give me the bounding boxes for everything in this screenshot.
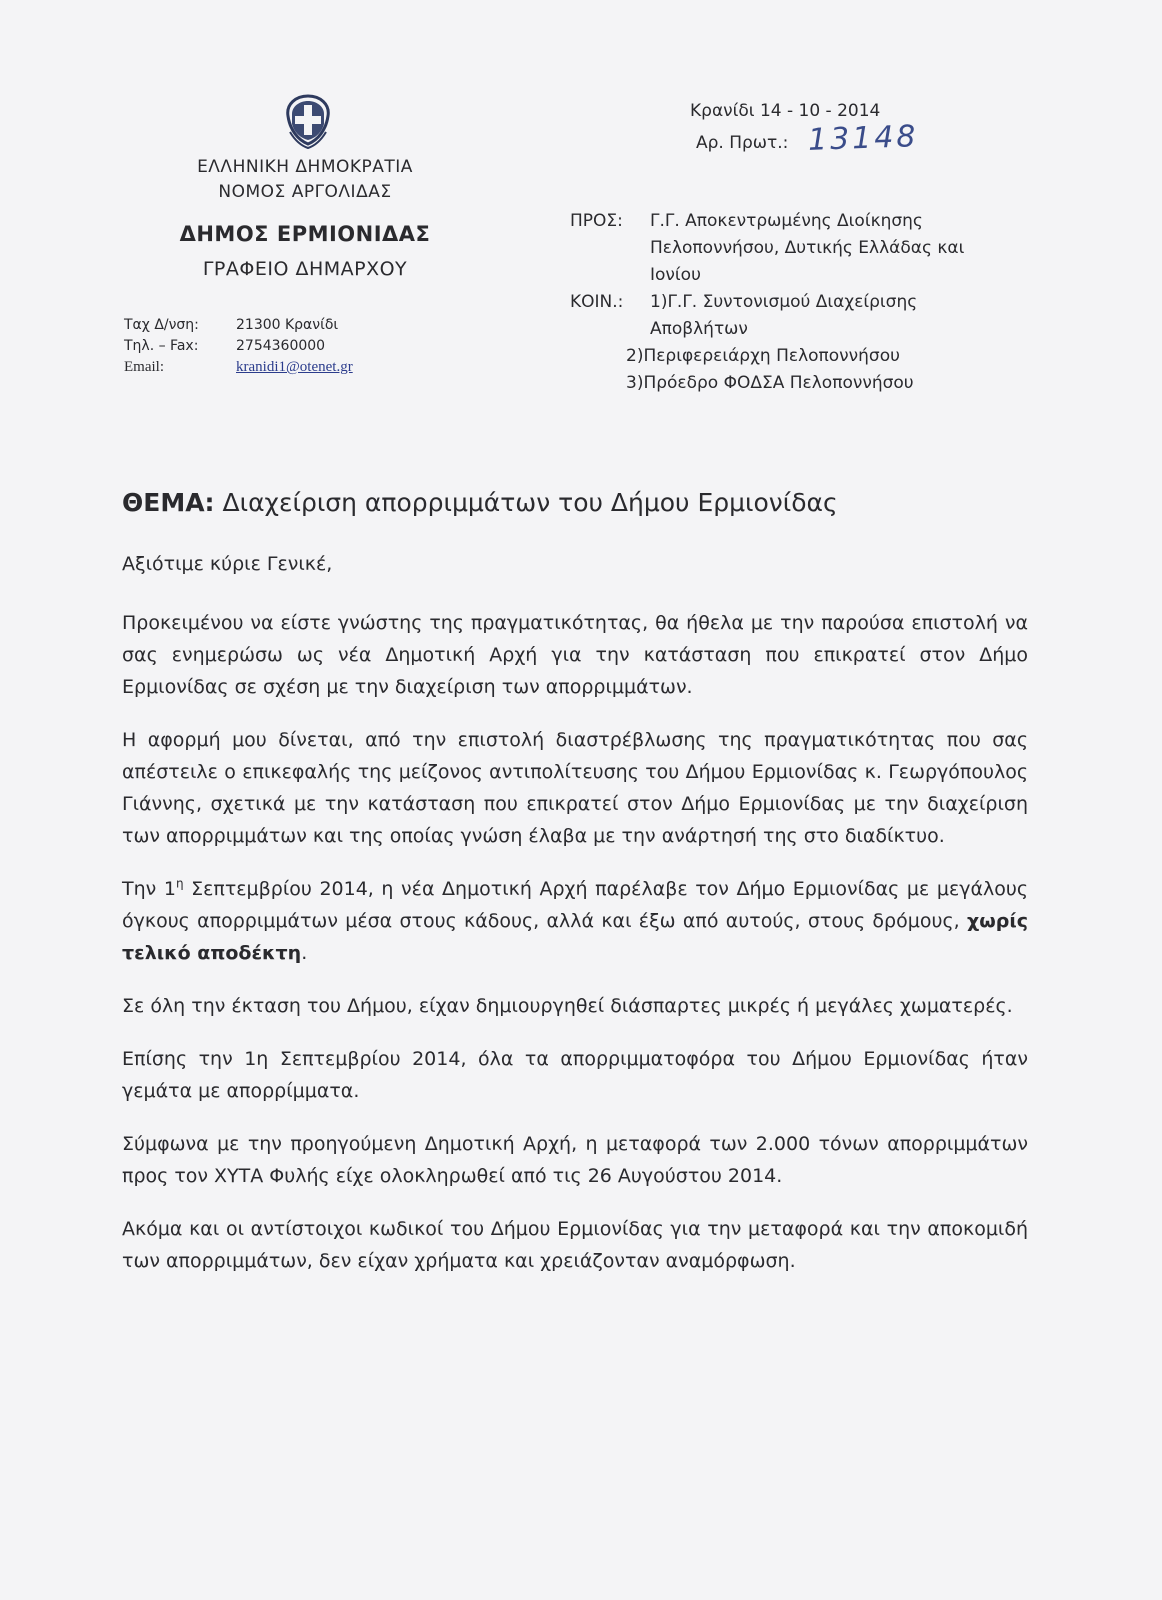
paragraph: Σε όλη την έκταση του Δήμου, είχαν δημιουργηθεί διάσπαρτες μικρές ή μεγάλες χωματερές. (122, 995, 1013, 1017)
protocol-label: Αρ. Πρωτ.: (696, 133, 789, 153)
letter-body (122, 548, 1028, 1298)
subject-text: Διαχείριση απορριμμάτων του Δήμου Ερμιονίδας (214, 488, 838, 517)
cc-line: 3)Πρόεδρο ΦΟΔΣΑ Πελοποννήσου (626, 373, 914, 393)
paragraph: Την $1^\eta$ Σεπτεμβρίου 2014, η νέα Δημοτική Αρχή παρέλαβε τον Δήμο Ερμιονίδας με μεγάλους όγκους απορριμμάτων μέσα στους κάδους, αλλά και έξω από αυτούς, στους δρόμους, χωρίς τελικό αποδέκτη. (122, 876, 1029, 964)
cc-line: 2)Περιφερειάρχη Πελοποννήσου (626, 346, 900, 366)
bold-phrase: χωρίς τελικό αποδέκτη (122, 910, 1028, 964)
date-protocol-block (690, 98, 919, 157)
ordinal-superscript: η (175, 876, 184, 891)
address-value: 21300 Κρανίδι (236, 317, 339, 333)
office-name: ΓΡΑΦΕΙΟ ΔΗΜΑΡΧΟΥ (202, 258, 408, 280)
date-line: Κρανίδι 14 - 10 - 2014 (690, 101, 881, 121)
salutation: Αξιότιμε κύριε Γενικέ, (122, 553, 333, 575)
email-link[interactable]: kranidi1@otenet.gr (236, 359, 353, 375)
to-line: Γ.Γ. Αποκεντρωμένης Διοίκησης (650, 211, 923, 231)
cc-line: 1)Γ.Γ. Συντονισμού Διαχείρισης (650, 292, 918, 312)
issuer-header (140, 155, 470, 205)
subject-line (122, 488, 838, 517)
recipients-block (570, 208, 964, 397)
address-label: Ταχ Δ/νση: (124, 317, 199, 333)
protocol-number: 13148 (807, 119, 920, 158)
paragraph: Προκειμένου να είστε γνώστης της πραγματικότητας, θα ήθελα με την παρούσα επιστολή να σας ενημερώσω ως νέα Δημοτική Αρχή για την κατάσταση που επικρατεί στον Δήμο Ερμιονίδας σε σχέση με την διαχείριση των απορριμμάτων. (122, 612, 1028, 698)
paragraph: Σύμφωνα με την προηγούμενη Δημοτική Αρχή, η μεταφορά των 2.000 τόνων απορριμμάτων προς τον ΧΥΤΑ Φυλής είχε ολοκληρωθεί από τις 26 Αυγούστου 2014. (122, 1133, 1028, 1187)
subject-label: ΘΕΜΑ: (122, 488, 215, 517)
paragraph: Η αφορμή μου δίνεται, από την επιστολή διαστρέβλωσης της πραγματικότητας που σας απέστειλε ο επικεφαλής της μείζονος αντιπολίτευσης του Δήμου Ερμιονίδας κ. Γεωργόπουλος Γιάννης, σχετικά με την κατάσταση που επικρατεί στον Δήμο Ερμιονίδας με την διαχείριση των απορριμμάτων και της οποίας γνώση έλαβα με την ανάρτησή της στο διαδίκτυο. (122, 729, 1028, 847)
paragraph: Επίσης την 1η Σεπτεμβρίου 2014, όλα τα απορριμματοφόρα του Δήμου Ερμιονίδας ήταν γεμάτα με απορρίμματα. (122, 1048, 1028, 1102)
municipality-name: ΔΗΜΟΣ ΕΡΜΙΟΝΙΔΑΣ (179, 222, 431, 246)
contact-block (124, 315, 353, 378)
to-line: Ιονίου (650, 265, 701, 285)
country-name: ΕΛΛΗΝΙΚΗ ΔΗΜΟΚΡΑΤΙΑ (197, 157, 413, 177)
cc-line: Αποβλήτων (650, 319, 748, 339)
cc-label: ΚΟΙΝ.: (570, 292, 624, 312)
to-label: ΠΡΟΣ: (570, 211, 623, 231)
to-line: Πελοποννήσου, Δυτικής Ελλάδας και (650, 238, 965, 258)
paragraph: Ακόμα και οι αντίστοιχοι κωδικοί του Δήμου Ερμιονίδας για την μεταφορά και την αποκομιδή των απορριμμάτων, δεν είχαν χρήματα και χρειάζονταν αναμόρφωση. (122, 1218, 1028, 1272)
phone-value: 2754360000 (236, 338, 326, 354)
prefecture-name: ΝΟΜΟΣ ΑΡΓΟΛΙΔΑΣ (218, 182, 392, 202)
phone-label: Τηλ. – Fax: (124, 338, 199, 354)
greek-coat-of-arms-icon (282, 92, 334, 150)
email-label: Email: (124, 359, 164, 375)
